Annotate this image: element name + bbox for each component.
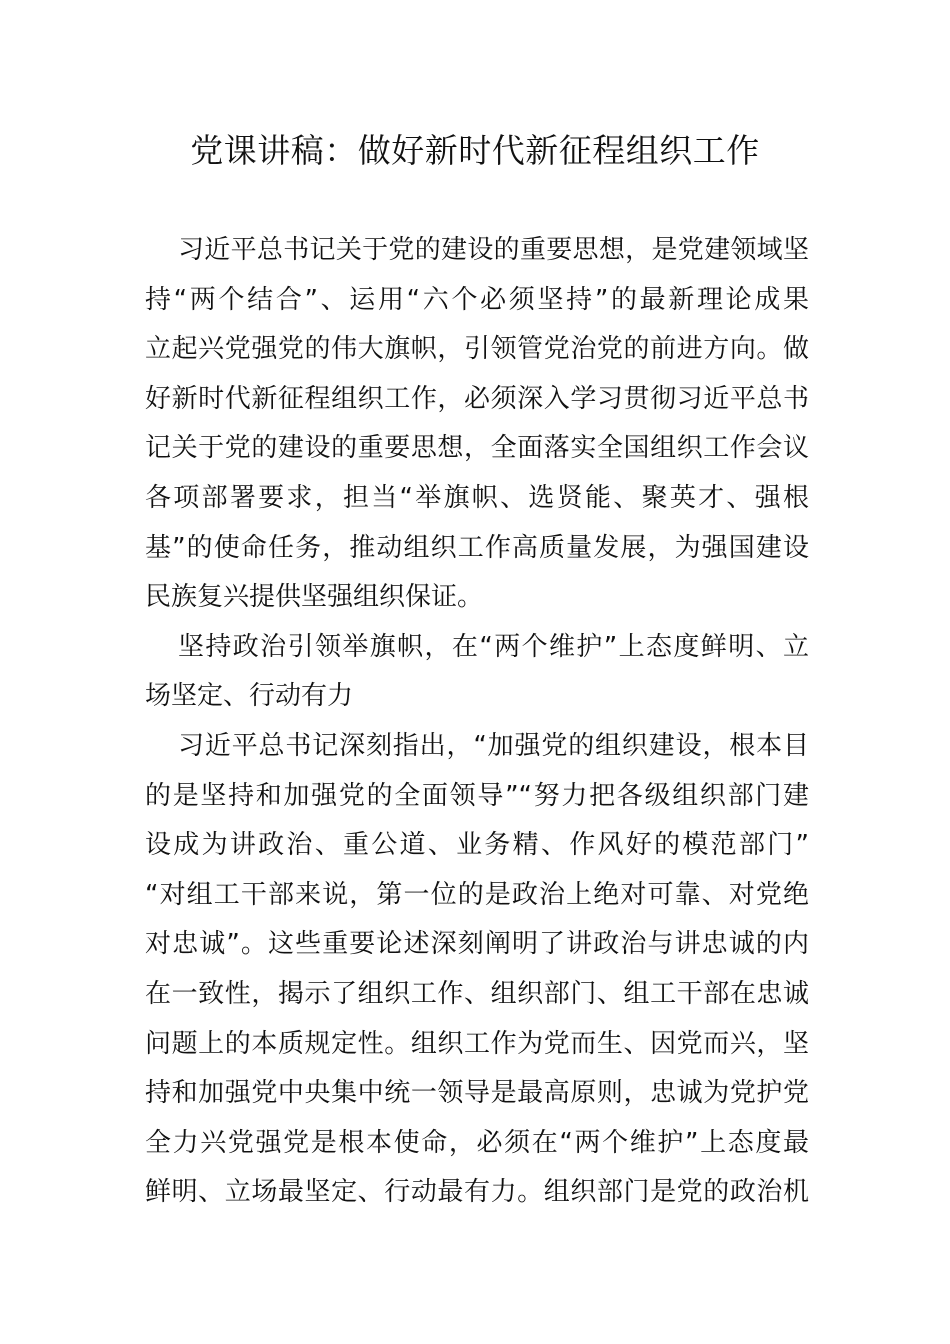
text-line: 习近平总书记深刻指出，“加强党的组织建设，根本目 [178,730,809,761]
document-title: 党课讲稿：做好新时代新征程组织工作 [190,131,760,170]
paragraph-intro [145,226,809,623]
text-line: 在一致性，揭示了组织工作、组织部门、组工干部在忠诚 [145,978,809,1009]
text-line: 的是坚持和加强党的全面领导”“努力把各级组织部门建 [145,780,809,811]
text-line: 民族复兴提供坚强组织保证。 [145,582,484,613]
text-line: 场坚定、行动有力 [145,681,354,712]
document-body [145,226,809,1218]
text-line: 鲜明、立场最坚定、行动最有力。组织部门是党的政治机 [145,1177,809,1208]
text-line: 持和加强党中央集中统一领导是最高原则，忠诚为党护党 [145,1078,809,1109]
text-line: 全力兴党强党是根本使命，必须在“两个维护”上态度最 [145,1127,809,1158]
text-line: 记关于党的建设的重要思想，全面落实全国组织工作会议 [145,433,809,464]
text-line: 对忠诚”。这些重要论述深刻阐明了讲政治与讲忠诚的内 [145,929,809,960]
section-heading [145,623,809,722]
text-line: 立起兴党强党的伟大旗帜，引领管党治党的前进方向。做 [145,334,809,365]
text-line: 各项部署要求，担当“举旗帜、选贤能、聚英才、强根 [145,482,809,513]
text-line: 好新时代新征程组织工作，必须深入学习贯彻习近平总书 [145,383,809,414]
text-line: 基”的使命任务，推动组织工作高质量发展，为强国建设 [145,532,809,563]
text-line: 坚持政治引领举旗帜，在“两个维护”上态度鲜明、立 [178,631,809,662]
text-line: 习近平总书记关于党的建设的重要思想，是党建领域坚 [178,235,809,265]
text-line: “对组工干部来说，第一位的是政治上绝对可靠、对党绝 [145,879,809,910]
text-line: 持“两个结合”、运用“六个必须坚持”的最新理论成果 [145,284,809,315]
text-line: 设成为讲政治、重公道、业务精、作风好的模范部门” [145,830,809,861]
text-line: 问题上的本质规定性。组织工作为党而生、因党而兴，坚 [145,1028,809,1059]
paragraph-body [145,722,809,1218]
